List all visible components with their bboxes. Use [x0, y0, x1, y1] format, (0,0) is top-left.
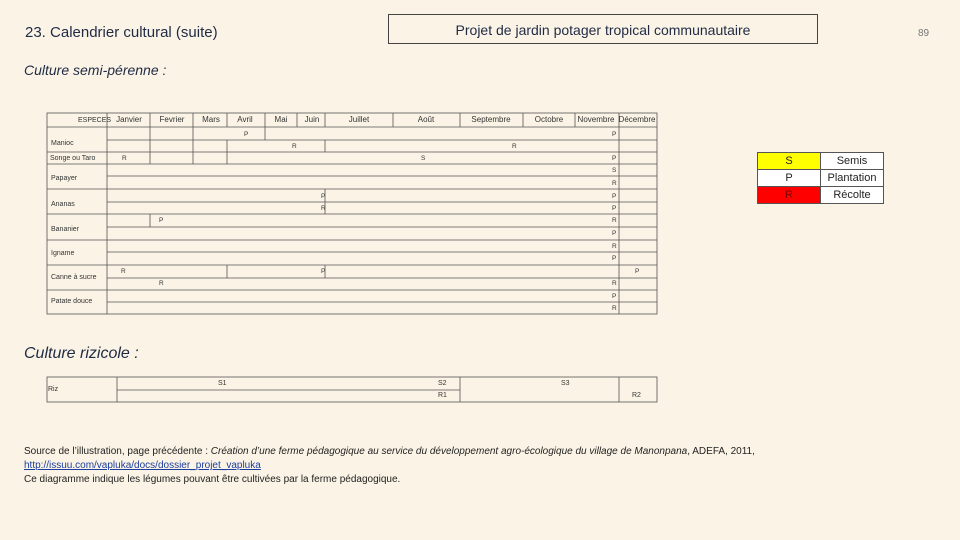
mark: P	[612, 230, 617, 237]
legend-label: Plantation	[821, 170, 884, 187]
legend-code: P	[758, 170, 821, 187]
month-december: Décembre	[618, 115, 656, 124]
mark: S	[421, 155, 426, 162]
mark: R	[321, 205, 326, 212]
mark: R	[159, 280, 164, 287]
mark: R	[121, 268, 126, 275]
month-may: Mai	[274, 115, 288, 124]
mark: P	[635, 268, 640, 275]
mark: P	[612, 293, 617, 300]
month-july: Juillet	[348, 115, 370, 124]
month-september: Septembre	[471, 115, 511, 124]
crop-igname: Igname	[51, 250, 75, 257]
month-january: Janvier	[116, 115, 142, 124]
mark: R	[612, 243, 617, 250]
project-title-box: Projet de jardin potager tropical communautaire	[388, 14, 818, 44]
crop-manioc: Manioc	[51, 140, 74, 147]
source-note	[24, 445, 755, 487]
mark: P	[612, 131, 617, 138]
crop-canne: Canne à sucre	[51, 274, 97, 281]
source-suffix: , ADEFA, 2011,	[687, 446, 755, 457]
rice-r2: R2	[632, 392, 641, 399]
mark: P	[244, 131, 249, 138]
semi-perennial-heading: Culture semi-pérenne :	[24, 62, 167, 78]
mark: R	[122, 155, 127, 162]
source-link[interactable]: http://issuu.com/vapluka/docs/dossier_projet_vapluka	[24, 460, 261, 471]
mark: P	[612, 155, 617, 162]
section-title: 23. Calendrier cultural (suite)	[25, 24, 218, 41]
mark: P	[612, 193, 617, 200]
page-number: 89	[918, 28, 930, 39]
source-title: Création d’une ferme pédagogique au service du développement agro-écologique du village de Manonpana	[210, 446, 688, 457]
crop-taro: Songe ou Taro	[50, 155, 96, 162]
mark: R	[612, 217, 617, 224]
mark: R	[612, 180, 617, 187]
month-march: Mars	[202, 115, 220, 124]
mark: P	[612, 255, 617, 262]
mark: P	[321, 193, 326, 200]
rice-s3: S3	[561, 380, 570, 387]
rice-heading: Culture rizicole :	[24, 345, 139, 362]
legend-code: S	[758, 153, 821, 170]
rice-r1: R1	[438, 392, 447, 399]
source-description: Ce diagramme indique les légumes pouvant être cultivées par la ferme pédagogique.	[24, 474, 401, 485]
mark: P	[321, 268, 326, 275]
legend-label: Récolte	[821, 187, 884, 204]
rice-crop: Riz	[48, 386, 59, 393]
rice-s2: S2	[438, 380, 447, 387]
mark: P	[612, 205, 617, 212]
rice-s1: S1	[218, 380, 227, 387]
especes-header: ESPECES	[78, 117, 112, 124]
mark: R	[292, 143, 297, 150]
crop-papayer: Papayer	[51, 175, 78, 182]
month-february: Fevrier	[159, 115, 185, 124]
crop-ananas: Ananas	[51, 201, 75, 208]
mark: S	[612, 167, 617, 174]
source-prefix: Source de l’illustration, page précédente :	[24, 446, 211, 457]
legend-label: Semis	[821, 153, 884, 170]
month-october: Octobre	[534, 115, 564, 124]
mark: R	[612, 280, 617, 287]
mark: P	[159, 217, 164, 224]
mark: R	[612, 305, 617, 312]
month-april: Avril	[237, 115, 253, 124]
month-june: Juin	[304, 115, 320, 124]
crop-patate: Patate douce	[51, 298, 93, 305]
crop-bananier: Bananier	[51, 226, 80, 233]
mark: R	[512, 143, 517, 150]
month-november: Novembre	[577, 115, 615, 124]
legend-code: R	[758, 187, 821, 204]
month-august: Août	[417, 115, 435, 124]
